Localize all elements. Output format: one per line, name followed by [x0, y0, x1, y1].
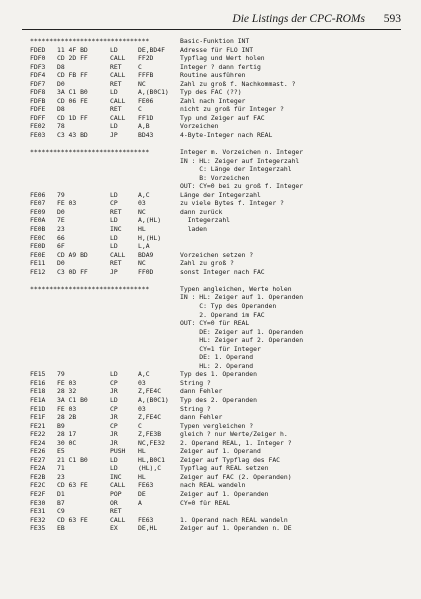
- opcode-bytes: D8: [57, 105, 65, 114]
- comment: HL: Zeiger auf 2. Operanden: [180, 336, 304, 345]
- address: FE0D: [30, 242, 46, 251]
- comment: dann Fehler: [180, 387, 223, 396]
- comment: nicht zu groß für Integer ?: [180, 105, 284, 114]
- opcode-bytes: 78: [57, 122, 65, 131]
- listing-line: [30, 490, 415, 499]
- comment: Zahl zu groß ?: [180, 259, 234, 268]
- operand: FF0D: [138, 267, 154, 276]
- operand: HL: [138, 225, 146, 234]
- comment: String ?: [180, 404, 211, 413]
- operand: A,C: [138, 370, 150, 379]
- mnemonic: CALL: [110, 113, 126, 122]
- opcode-bytes: 28 32: [57, 387, 77, 396]
- mnemonic: CALL: [110, 96, 126, 105]
- address: FDED: [30, 45, 46, 54]
- operand: A,(B0C1): [138, 88, 169, 97]
- mnemonic: JR: [110, 413, 118, 422]
- opcode-bytes: D0: [57, 79, 65, 88]
- listing-line: [30, 54, 415, 63]
- operand: A,(HL): [138, 216, 162, 225]
- comment: DE: Zeiger auf 1. Operanden: [180, 327, 304, 336]
- mnemonic: CP: [110, 378, 118, 387]
- opcode-bytes: FE 03: [57, 199, 77, 208]
- mnemonic: LD: [110, 216, 118, 225]
- mnemonic: INC: [110, 225, 122, 234]
- comment: Typ und Zeiger auf FAC: [180, 113, 265, 122]
- listing-line: [30, 293, 415, 302]
- opcode-bytes: 7E: [57, 216, 65, 225]
- opcode-bytes: 30 0C: [57, 438, 77, 447]
- mnemonic: JP: [110, 131, 118, 140]
- address: FDFE: [30, 105, 46, 114]
- comment: 2. Operand REAL, 1. Integer ?: [180, 438, 292, 447]
- separator-stars: *******************************: [30, 284, 150, 293]
- listing-line: [30, 225, 415, 234]
- address: FE24: [30, 438, 46, 447]
- comment: Typflag und Wert holen: [180, 54, 265, 63]
- operand: HL,B0C1: [138, 455, 165, 464]
- mnemonic: LD: [110, 190, 118, 199]
- address: FE11: [30, 259, 46, 268]
- address: FE2A: [30, 464, 46, 473]
- operand: A,B: [138, 122, 150, 131]
- listing-line: [30, 328, 415, 337]
- mnemonic: RET: [110, 62, 122, 71]
- address: FE16: [30, 378, 46, 387]
- mnemonic: LD: [110, 233, 118, 242]
- comment: Routine ausführen: [180, 71, 246, 80]
- operand: DE,HL: [138, 524, 158, 533]
- opcode-bytes: 3A C1 B0: [57, 395, 88, 404]
- mnemonic: LD: [110, 242, 118, 251]
- comment: B: Vorzeichen: [180, 173, 250, 182]
- operand: Z,FE4C: [138, 413, 162, 422]
- listing-line: [30, 285, 415, 294]
- operand: 03: [138, 404, 146, 413]
- mnemonic: RET: [110, 259, 122, 268]
- operand: 03: [138, 378, 146, 387]
- mnemonic: LD: [110, 370, 118, 379]
- opcode-bytes: D0: [57, 259, 65, 268]
- listing-line: [30, 362, 415, 371]
- opcode-bytes: 79: [57, 190, 65, 199]
- address: FE1F: [30, 413, 46, 422]
- operand: (HL),C: [138, 464, 162, 473]
- comment: IN : HL: Zeiger auf Integerzahl: [180, 156, 300, 165]
- listing-line: [30, 251, 415, 260]
- comment: Typ des 2. Operanden: [180, 395, 257, 404]
- opcode-bytes: D1: [57, 489, 65, 498]
- mnemonic: LD: [110, 395, 118, 404]
- opcode-bytes: CD 63 FE: [57, 481, 88, 490]
- listing-line: [30, 345, 415, 354]
- address: FDF8: [30, 88, 46, 97]
- mnemonic: LD: [110, 45, 118, 54]
- comment: Zeiger auf 1. Operand: [180, 447, 261, 456]
- listing-line: [30, 165, 415, 174]
- listing-line: [30, 174, 415, 183]
- comment: nach REAL wandeln: [180, 481, 246, 490]
- operand: NC: [138, 79, 146, 88]
- comment: 1. Operand nach REAL wandeln: [180, 515, 288, 524]
- listing-line: [30, 499, 415, 508]
- operand: DE,BD4F: [138, 45, 165, 54]
- comment: Integerzahl: [180, 216, 231, 225]
- opcode-bytes: 3A C1 B0: [57, 88, 88, 97]
- opcode-bytes: C9: [57, 507, 65, 516]
- listing-line: [30, 234, 415, 243]
- opcode-bytes: 71: [57, 464, 65, 473]
- mnemonic: EX: [110, 524, 118, 533]
- listing-line: [30, 191, 415, 200]
- comment: Typen vergleichen ?: [180, 421, 254, 430]
- address: FE07: [30, 199, 46, 208]
- opcode-bytes: 79: [57, 370, 65, 379]
- mnemonic: JR: [110, 430, 118, 439]
- comment: Basic-Funktion INT: [180, 37, 250, 45]
- listing-line: [30, 439, 415, 448]
- operand: C: [138, 62, 142, 71]
- mnemonic: CALL: [110, 481, 126, 490]
- operand: NC,FE32: [138, 438, 165, 447]
- opcode-bytes: CD 63 FE: [57, 515, 88, 524]
- listing-line: [30, 80, 415, 89]
- listing-line: [30, 157, 415, 166]
- listing-line: [30, 396, 415, 405]
- opcode-bytes: D0: [57, 207, 65, 216]
- listing-line: [30, 105, 415, 114]
- assembly-listing: [30, 37, 415, 533]
- mnemonic: OR: [110, 498, 118, 507]
- listing-line: [30, 387, 415, 396]
- listing-line: [30, 336, 415, 345]
- address: FE21: [30, 421, 46, 430]
- comment: dann zurück: [180, 207, 223, 216]
- address: FE32: [30, 515, 46, 524]
- address: FE0A: [30, 216, 46, 225]
- opcode-bytes: D8: [57, 62, 65, 71]
- comment: String ?: [180, 378, 211, 387]
- address: FE15: [30, 370, 46, 379]
- opcode-bytes: CD FB FF: [57, 71, 88, 80]
- comment: Typ des FAC (??): [180, 88, 242, 97]
- opcode-bytes: 11 4F BD: [57, 45, 88, 54]
- mnemonic: RET: [110, 507, 122, 516]
- mnemonic: CALL: [110, 250, 126, 259]
- address: FE1A: [30, 395, 46, 404]
- listing-line: [30, 405, 415, 414]
- operand: A: [138, 498, 142, 507]
- operand: 03: [138, 199, 146, 208]
- listing-line: [30, 456, 415, 465]
- separator-stars: *******************************: [30, 37, 150, 45]
- comment: Zahl nach Integer: [180, 96, 246, 105]
- mnemonic: POP: [110, 489, 122, 498]
- address: FE18: [30, 387, 46, 396]
- comment: C: Typ des Operanden: [180, 301, 277, 310]
- comment: Zahl zu groß f. Nachkommast. ?: [180, 79, 296, 88]
- listing-line: [30, 182, 415, 191]
- address: FE35: [30, 524, 46, 533]
- opcode-bytes: 23: [57, 472, 65, 481]
- listing-line: [30, 464, 415, 473]
- listing-line: [30, 353, 415, 362]
- comment: CY=0 für REAL: [180, 498, 231, 507]
- listing-line: [30, 148, 415, 157]
- comment: sonst Integer nach FAC: [180, 267, 265, 276]
- comment: Typflag auf REAL setzen: [180, 464, 269, 473]
- page-number: 593: [383, 13, 401, 25]
- operand: FE06: [138, 96, 154, 105]
- address: FE27: [30, 455, 46, 464]
- listing-line: [30, 311, 415, 320]
- comment: Zeiger auf 1. Operanden n. DE: [180, 524, 292, 533]
- address: FE0B: [30, 225, 46, 234]
- opcode-bytes: 28 17: [57, 430, 77, 439]
- listing-line: [30, 430, 415, 439]
- address: FE2C: [30, 481, 46, 490]
- operand: FE63: [138, 515, 154, 524]
- block-spacer: [30, 140, 415, 149]
- address: FE26: [30, 447, 46, 456]
- comment: OUT: CY=0 für REAL: [180, 319, 250, 328]
- mnemonic: INC: [110, 472, 122, 481]
- listing-line: [30, 199, 415, 208]
- operand: FF1D: [138, 113, 154, 122]
- listing-line: [30, 97, 415, 106]
- comment: Vorzeichen: [180, 122, 219, 131]
- address: FE03: [30, 131, 46, 140]
- comment: Zeiger auf Typflag des FAC: [180, 455, 281, 464]
- mnemonic: LD: [110, 88, 118, 97]
- header-rule: [22, 29, 401, 30]
- operand: Z,FE3B: [138, 430, 162, 439]
- address: FE0E: [30, 250, 46, 259]
- operand: DE: [138, 489, 146, 498]
- listing-line: [30, 122, 415, 131]
- comment: Typen angleichen, Werte holen: [180, 284, 292, 293]
- listing-line: [30, 46, 415, 55]
- comment: DE: 1. Operand: [180, 353, 254, 362]
- comment: Adresse für FLO INT: [180, 45, 254, 54]
- operand: C: [138, 421, 142, 430]
- comment: OUT: CY=0 bei zu groß f. Integer: [180, 182, 304, 191]
- mnemonic: RET: [110, 105, 122, 114]
- opcode-bytes: C3 0D FF: [57, 267, 88, 276]
- operand: Z,FE4C: [138, 387, 162, 396]
- opcode-bytes: 6F: [57, 242, 65, 251]
- opcode-bytes: B7: [57, 498, 65, 507]
- operand: C: [138, 105, 142, 114]
- listing-line: [30, 259, 415, 268]
- comment: Zeiger auf 1. Operanden: [180, 489, 269, 498]
- listing-line: [30, 473, 415, 482]
- comment: CY=1 für Integer: [180, 344, 261, 353]
- address: FE0C: [30, 233, 46, 242]
- mnemonic: JP: [110, 267, 118, 276]
- listing-line: [30, 422, 415, 431]
- opcode-bytes: CD 2D FF: [57, 54, 88, 63]
- mnemonic: LD: [110, 122, 118, 131]
- comment: Länge der Integerzahl: [180, 190, 261, 199]
- comment: Typ des 1. Operanden: [180, 370, 257, 379]
- comment: 4-Byte-Integer nach REAL: [180, 131, 273, 140]
- operand: NC: [138, 259, 146, 268]
- running-title: Die Listings der CPC-ROMs: [232, 13, 365, 25]
- operand: HL: [138, 472, 146, 481]
- listing-line: [30, 216, 415, 225]
- mnemonic: CALL: [110, 71, 126, 80]
- listing-line: [30, 71, 415, 80]
- mnemonic: JR: [110, 387, 118, 396]
- comment: HL: 2. Operand: [180, 361, 254, 370]
- listing-line: [30, 208, 415, 217]
- address: FE06: [30, 190, 46, 199]
- operand: BDA9: [138, 250, 154, 259]
- address: FE22: [30, 430, 46, 439]
- address: FE12: [30, 267, 46, 276]
- separator-stars: *******************************: [30, 148, 150, 157]
- operand: FFFB: [138, 71, 154, 80]
- opcode-bytes: CD 06 FE: [57, 96, 88, 105]
- mnemonic: LD: [110, 464, 118, 473]
- mnemonic: CALL: [110, 515, 126, 524]
- comment: IN : HL: Zeiger auf 1. Operanden: [180, 293, 304, 302]
- listing-line: [30, 524, 415, 533]
- comment: dann Fehler: [180, 413, 223, 422]
- comment: C: Länge der Integerzahl: [180, 165, 292, 174]
- comment: Integer m. Vorzeichen n. Integer: [180, 148, 304, 157]
- address: FE2B: [30, 472, 46, 481]
- mnemonic: CP: [110, 404, 118, 413]
- listing-line: [30, 507, 415, 516]
- opcode-bytes: 21 C1 B0: [57, 455, 88, 464]
- address: FE2F: [30, 489, 46, 498]
- opcode-bytes: CD A9 BD: [57, 250, 88, 259]
- address: FDFB: [30, 96, 46, 105]
- mnemonic: PUSH: [110, 447, 126, 456]
- opcode-bytes: C3 43 BD: [57, 131, 88, 140]
- listing-line: [30, 302, 415, 311]
- listing-line: [30, 516, 415, 525]
- operand: FE63: [138, 481, 154, 490]
- address: FE02: [30, 122, 46, 131]
- address: FDF3: [30, 62, 46, 71]
- operand: HL: [138, 447, 146, 456]
- operand: H,(HL): [138, 233, 162, 242]
- opcode-bytes: 23: [57, 225, 65, 234]
- listing-line: [30, 413, 415, 422]
- comment: Zeiger auf FAC (2. Operanden): [180, 472, 292, 481]
- operand: A,C: [138, 190, 150, 199]
- opcode-bytes: CD 1D FF: [57, 113, 88, 122]
- opcode-bytes: FE 03: [57, 404, 77, 413]
- opcode-bytes: E5: [57, 447, 65, 456]
- comment: laden: [180, 225, 207, 234]
- opcode-bytes: 28 2B: [57, 413, 77, 422]
- address: FDF0: [30, 54, 46, 63]
- comment: Vorzeichen setzen ?: [180, 250, 254, 259]
- address: FDF7: [30, 79, 46, 88]
- listing-line: [30, 114, 415, 123]
- listing-line: [30, 37, 415, 46]
- listing-line: [30, 379, 415, 388]
- operand: FF2D: [138, 54, 154, 63]
- comment: gleich ? nur Werte/Zeiger h.: [180, 430, 288, 439]
- mnemonic: JR: [110, 438, 118, 447]
- comment: 2. Operand im FAC: [180, 310, 265, 319]
- address: FDF4: [30, 71, 46, 80]
- listing-line: [30, 88, 415, 97]
- mnemonic: LD: [110, 455, 118, 464]
- listing-line: [30, 370, 415, 379]
- address: FDFF: [30, 113, 46, 122]
- address: FE09: [30, 207, 46, 216]
- address: FE30: [30, 498, 46, 507]
- comment: zu viele Bytes f. Integer ?: [180, 199, 284, 208]
- operand: NC: [138, 207, 146, 216]
- mnemonic: RET: [110, 79, 122, 88]
- listing-line: [30, 131, 415, 140]
- address: FE31: [30, 507, 46, 516]
- listing-line: [30, 481, 415, 490]
- operand: L,A: [138, 242, 150, 251]
- block-spacer: [30, 276, 415, 285]
- listing-line: [30, 447, 415, 456]
- comment: Integer ? dann fertig: [180, 62, 261, 71]
- mnemonic: CP: [110, 199, 118, 208]
- mnemonic: CALL: [110, 54, 126, 63]
- opcode-bytes: EB: [57, 524, 65, 533]
- listing-line: [30, 319, 415, 328]
- operand: A,(B0C1): [138, 395, 169, 404]
- page-header: [0, 0, 421, 30]
- opcode-bytes: FE 03: [57, 378, 77, 387]
- opcode-bytes: B9: [57, 421, 65, 430]
- address: FE1D: [30, 404, 46, 413]
- mnemonic: RET: [110, 207, 122, 216]
- operand: BD43: [138, 131, 154, 140]
- listing-line: [30, 242, 415, 251]
- listing-line: [30, 268, 415, 277]
- opcode-bytes: 66: [57, 233, 65, 242]
- listing-line: [30, 63, 415, 72]
- mnemonic: CP: [110, 421, 118, 430]
